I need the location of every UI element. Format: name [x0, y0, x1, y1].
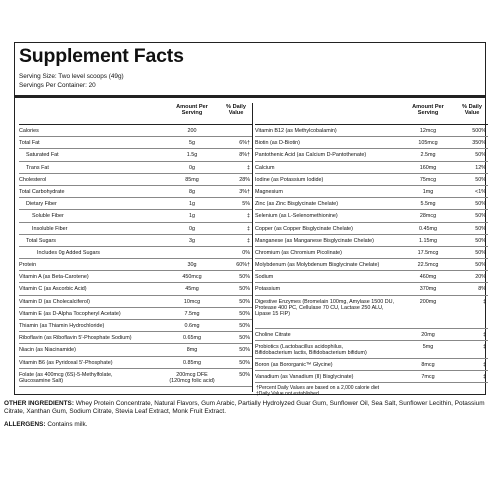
nutrient-daily-value: ‡: [483, 374, 486, 380]
panel-title: Supplement Facts: [19, 45, 184, 67]
nutrient-row: [255, 198, 488, 210]
nutrient-amount: 8g: [189, 188, 195, 195]
nutrient-daily-value: 8%: [478, 286, 486, 293]
supplement-facts-panel: [14, 42, 486, 398]
serving-size: Serving Size: Two level scoops (49g): [19, 73, 124, 80]
nutrient-daily-value: 0%: [242, 249, 250, 256]
nutrient-amount: 0.6mg: [184, 323, 200, 329]
nutrient-daily-value: 6%†: [239, 140, 250, 147]
nutrient-row: [255, 174, 488, 186]
nutrient-daily-value: 50%: [239, 298, 250, 305]
nutrient-row: [255, 186, 488, 198]
nutrient-amount: 370mg: [419, 286, 437, 293]
nutrient-name: Chromium (as Chromium Picolinate): [255, 249, 342, 256]
nutrient-row: [19, 186, 252, 198]
nutrient-name: Pantothenic Acid (as Calcium D-Pantothenate): [255, 152, 367, 159]
nutrient-daily-value: <1%: [475, 188, 486, 195]
nutrient-amount: 160mg: [419, 164, 437, 171]
nutrient-name: Thiamin (as Thiamin Hydrochloride): [19, 323, 105, 329]
servings-per-container: Servings Per Container: 20: [19, 82, 96, 89]
nutrient-daily-value: 50%: [239, 359, 250, 366]
nutrient-amount: 450mcg: [182, 274, 202, 281]
nutrient-name: Vitamin B6 (as Pyridoxal 5'-Phosphate): [19, 359, 113, 366]
nutrient-row: [255, 371, 488, 383]
nutrient-amount: 5g: [189, 140, 195, 147]
right-column-header: [255, 103, 488, 125]
nutrient-row: [19, 247, 252, 259]
nutrient-amount: 460mg: [419, 274, 437, 281]
daily-value-header: % Daily Value: [462, 104, 482, 116]
nutrient-amount: 45mg: [185, 286, 199, 293]
other-ingredients: [4, 400, 496, 417]
nutrient-row: [19, 296, 252, 308]
nutrient-row: [255, 162, 488, 174]
nutrient-amount: 20mg: [421, 331, 435, 338]
nutrient-amount: 30g: [187, 262, 197, 269]
nutrient-row: [19, 149, 252, 161]
nutrient-name: Soluble Fiber: [32, 213, 64, 220]
nutrient-amount: 7.5mg: [184, 310, 200, 317]
nutrient-daily-value: 20%: [475, 274, 486, 281]
footnotes: [255, 383, 488, 397]
nutrient-amount: 1g: [189, 213, 195, 220]
nutrient-name: Selenium (as L-Selenomethionine): [255, 213, 338, 220]
nutrient-amount: 28mcg: [419, 213, 437, 220]
left-column: [19, 103, 252, 387]
other-ingredients-label: OTHER INGREDIENTS:: [4, 400, 74, 407]
nutrient-row: [255, 149, 488, 161]
nutrient-name: Protein: [19, 262, 37, 269]
footnote-double-dagger: ‡Daily Value not established: [256, 391, 319, 398]
nutrient-name: Dietary Fiber: [26, 201, 57, 208]
right-column: [255, 103, 488, 398]
nutrient-row: [19, 271, 252, 283]
nutrient-row: [255, 210, 488, 222]
nutrient-row: [19, 137, 252, 149]
nutrient-name: Total Carbohydrate: [19, 188, 65, 195]
nutrient-name: Choline Citrate: [255, 331, 291, 338]
nutrient-amount: 105mcg: [418, 140, 438, 147]
nutrient-daily-value: 50%: [475, 262, 486, 269]
nutrient-daily-value: ‡: [247, 213, 250, 220]
nutrient-daily-value: 50%: [475, 213, 486, 220]
nutrient-daily-value: 50%: [239, 274, 250, 281]
nutrient-daily-value: 28%: [239, 176, 250, 183]
nutrient-row: [19, 223, 252, 235]
nutrient-name: Boron (as Bororganic™ Glycine): [255, 361, 333, 368]
nutrient-daily-value: ‡: [483, 298, 486, 305]
amount-header: Amount Per Serving: [176, 104, 208, 116]
nutrient-name: Includes 0g Added Sugars: [37, 249, 100, 256]
nutrient-row: [19, 320, 252, 332]
nutrient-row: [19, 369, 252, 387]
nutrient-daily-value: 5%: [242, 201, 250, 208]
nutrient-name: Vitamin C (as Ascorbic Acid): [19, 286, 87, 293]
nutrient-row: [255, 359, 488, 371]
nutrient-amount: 0.45mg: [419, 225, 437, 232]
other-ingredients-text: Whey Protein Concentrate, Natural Flavors, Gum Arabic, Partially Hydrolyzed Guar Gum, Sunflower Oil, Sea Salt, Sunflower Lecithin, Potassium Citrate, Xanthan Gum, Sodium Citrate, Stevia Leaf Extract, Monk Fruit Extract.: [4, 400, 485, 416]
nutrient-row: [19, 283, 252, 295]
nutrient-row: [19, 259, 252, 271]
nutrient-name: Sodium: [255, 274, 274, 281]
nutrient-name: Insoluble Fiber: [32, 225, 68, 232]
nutrient-amount: 10mcg: [183, 298, 201, 305]
nutrient-daily-value: ‡: [483, 343, 486, 350]
nutrient-row: [255, 283, 488, 295]
nutrient-amount: 1.15mg: [419, 237, 437, 244]
nutrient-amount: 0.85mg: [183, 359, 201, 366]
nutrient-row: [19, 210, 252, 222]
nutrient-daily-value: 350%: [472, 140, 486, 147]
nutrient-amount: 85mg: [185, 176, 199, 183]
nutrient-name: Riboflavin (as Riboflavin 5'-Phosphate Sodium): [19, 335, 132, 342]
nutrient-daily-value: 50%: [239, 371, 250, 378]
nutrient-daily-value: 50%: [239, 323, 250, 329]
nutrient-name: Folate (as 400mcg (6S)-5-Methylfolate, Glucosamine Salt): [19, 371, 113, 384]
nutrient-name: Saturated Fat: [26, 152, 59, 159]
nutrient-amount: 200mg: [419, 298, 437, 305]
nutrient-daily-value: ‡: [247, 164, 250, 171]
nutrient-daily-value: 3%†: [239, 188, 250, 195]
nutrient-name: Iodine (as Potassium Iodide): [255, 176, 324, 183]
allergens-label: ALLERGENS:: [4, 421, 46, 428]
allergens: [4, 421, 87, 428]
nutrient-amount: 22.5mcg: [417, 262, 439, 269]
nutrient-row: [19, 308, 252, 320]
nutrient-row: [19, 174, 252, 186]
nutrient-row: [255, 137, 488, 149]
nutrient-amount: 2.5mg: [420, 152, 436, 159]
nutrient-amount: 5mg: [422, 343, 434, 350]
nutrient-name: Copper (as Copper Bisglycinate Chelate): [255, 225, 353, 232]
nutrient-amount: 1.5g: [186, 152, 198, 159]
nutrient-name: Vitamin B12 (as Methylcobalamin): [255, 128, 337, 134]
nutrient-name: Cholesterol: [19, 176, 47, 183]
nutrient-amount: 75mcg: [419, 176, 437, 183]
nutrient-name: Manganese (as Manganese Bisglycinate Chelate): [255, 237, 374, 244]
nutrient-row: [19, 344, 252, 356]
nutrient-row: [19, 125, 252, 137]
nutrient-row: [19, 357, 252, 369]
nutrient-row: [255, 247, 488, 259]
nutrient-daily-value: 12%: [475, 164, 486, 171]
nutrient-daily-value: 50%: [475, 152, 486, 159]
nutrient-name: Trans Fat: [26, 164, 49, 171]
nutrient-name: Biotin (as D-Biotin): [255, 140, 300, 147]
nutrient-daily-value: 8%†: [239, 152, 250, 159]
nutrient-name: Vitamin D (as Cholecalciferol): [19, 298, 90, 305]
nutrient-name: Total Fat: [19, 140, 40, 147]
nutrient-row: [255, 296, 488, 329]
nutrient-name: Calories: [19, 128, 39, 134]
nutrient-row: [19, 332, 252, 344]
nutrient-daily-value: 50%: [475, 201, 486, 208]
nutrient-daily-value: ‡: [483, 331, 486, 338]
nutrient-daily-value: 50%: [475, 237, 486, 244]
amount-header: Amount Per Serving: [412, 104, 444, 116]
daily-value-header: % Daily Value: [226, 104, 246, 116]
nutrient-row: [255, 341, 488, 359]
nutrient-daily-value: 50%: [239, 286, 250, 293]
nutrient-amount: 1mg: [422, 188, 434, 195]
nutrient-amount: 0.65mg: [183, 335, 201, 342]
nutrient-row: [255, 125, 488, 137]
nutrient-row: [19, 162, 252, 174]
nutrient-name: Calcium: [255, 164, 275, 171]
nutrient-amount: 7mcg: [421, 374, 435, 380]
nutrient-amount: 0g: [189, 164, 195, 171]
nutrient-daily-value: 50%: [475, 225, 486, 232]
nutrient-amount: 1g: [189, 201, 195, 208]
nutrient-name: Total Sugars: [26, 237, 56, 244]
nutrient-name: Molybdenum (as Molybdenum Bisglycinate Chelate): [255, 262, 380, 269]
left-nutrient-list: [19, 125, 252, 387]
nutrient-daily-value: ‡: [483, 361, 486, 368]
nutrient-daily-value: ‡: [247, 237, 250, 244]
nutrient-amount: 12mcg: [419, 128, 437, 134]
thick-rule: [15, 95, 485, 98]
nutrient-row: [255, 271, 488, 283]
nutrient-name: Zinc (as Zinc Bisglycinate Chelate): [255, 201, 338, 208]
nutrient-row: [19, 235, 252, 247]
nutrient-amount: 8mcg: [421, 361, 435, 368]
nutrient-row: [255, 259, 488, 271]
nutrient-row: [19, 198, 252, 210]
nutrient-name: Niacin (as Niacinamide): [19, 347, 76, 354]
nutrient-amount: 17.5mcg: [417, 249, 439, 256]
nutrient-daily-value: 50%: [475, 176, 486, 183]
nutrient-name: Vitamin A (as Beta-Carotene): [19, 274, 89, 281]
right-nutrient-list: [255, 125, 488, 383]
nutrient-row: [255, 235, 488, 247]
nutrient-amount: 8mg: [186, 347, 198, 354]
nutrient-daily-value: 50%: [239, 347, 250, 354]
nutrient-name: Potassium: [255, 286, 281, 293]
left-column-header: [19, 103, 252, 125]
nutrient-name: Digestive Enzymes (Bromelain 100mg, Amylase 1500 DU, Protease 400 PC, Cellulase 70 CU, Lactase 250 ALU, Lipase 15 FIP): [255, 298, 395, 318]
nutrient-daily-value: 60%†: [236, 262, 250, 269]
nutrient-row: [255, 329, 488, 341]
nutrient-daily-value: 50%: [239, 310, 250, 317]
nutrient-amount: 3g: [189, 237, 195, 244]
nutrient-daily-value: 50%: [475, 249, 486, 256]
nutrient-row: [255, 223, 488, 235]
nutrient-name: Probiotics (Lactobacillus acidophilus, Bifidobacterium lactis, Bifidobacterium bifidum): [255, 343, 367, 357]
nutrient-daily-value: 50%: [239, 335, 250, 342]
nutrient-name: Magnesium: [255, 188, 283, 195]
nutrient-amount: 5.5mg: [420, 201, 436, 208]
nutrient-name: Vanadium (as Vanadium (II) Bisglycinate): [255, 374, 354, 380]
nutrient-amount: 200: [187, 128, 197, 134]
footnote-dagger: †Percent Daily Values are based on a 2,000 calorie diet: [256, 385, 380, 392]
nutrient-amount: 200mcg DFE (120mcg folic acid): [169, 371, 215, 384]
allergens-text: Contains milk.: [45, 421, 88, 428]
nutrient-name: Vitamin E (as D-Alpha Tocopheryl Acetate): [19, 310, 121, 317]
nutrient-daily-value: 500%: [472, 128, 486, 134]
nutrient-amount: 0g: [189, 225, 195, 232]
nutrient-daily-value: ‡: [247, 225, 250, 232]
